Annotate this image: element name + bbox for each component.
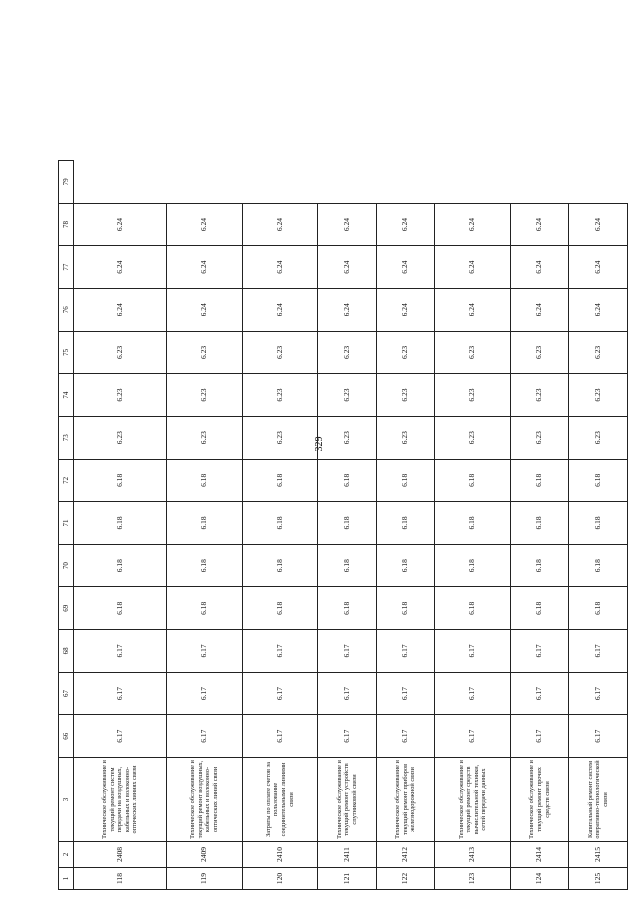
value-cell: 6.18 xyxy=(435,459,511,502)
value-cell: 6.23 xyxy=(510,331,568,374)
value-cell: 6.18 xyxy=(166,459,242,502)
value-cell: 6.17 xyxy=(510,715,568,758)
value-cell: 6.23 xyxy=(376,331,434,374)
value-cell: 6.18 xyxy=(435,544,511,587)
value-cell: 6.24 xyxy=(510,203,568,246)
value-cell: 6.24 xyxy=(318,288,376,331)
column-header: 74 xyxy=(59,374,74,417)
value-cell: 6.23 xyxy=(318,331,376,374)
column-header: 69 xyxy=(59,587,74,630)
value-cell: 6.18 xyxy=(318,587,376,630)
column-header: 66 xyxy=(59,715,74,758)
value-cell: 6.23 xyxy=(569,416,628,459)
column-header: 68 xyxy=(59,630,74,673)
row-number-cell: 119 xyxy=(166,868,242,890)
row-number-cell: 124 xyxy=(510,868,568,890)
code-cell: 2415 xyxy=(569,842,628,868)
description-cell: Техническое обслуживание и текущий ремонт систем передачи на воздушных, кабельных и волоконно-оптических линиях связи xyxy=(74,758,167,842)
value-cell: 6.17 xyxy=(74,630,167,673)
value-cell: 6.17 xyxy=(569,672,628,715)
value-cell: 6.17 xyxy=(510,672,568,715)
value-cell: 6.17 xyxy=(435,630,511,673)
code-cell: 2409 xyxy=(166,842,242,868)
value-cell: 6.17 xyxy=(318,630,376,673)
value-cell: 6.18 xyxy=(166,544,242,587)
value-cell: 6.23 xyxy=(376,374,434,417)
value-cell: 6.24 xyxy=(376,288,434,331)
column-header: 1 xyxy=(59,868,74,890)
value-cell: 6.23 xyxy=(74,416,167,459)
table-row xyxy=(166,161,242,890)
column-header: 76 xyxy=(59,288,74,331)
value-cell: 6.24 xyxy=(318,246,376,289)
row-number-cell: 123 xyxy=(435,868,511,890)
column-header: 67 xyxy=(59,672,74,715)
value-cell: 6.18 xyxy=(376,544,434,587)
code-cell: 2410 xyxy=(242,842,318,868)
value-cell: 6.23 xyxy=(569,331,628,374)
value-cell: 6.24 xyxy=(166,203,242,246)
value-cell: 6.17 xyxy=(242,715,318,758)
value-cell: 6.18 xyxy=(242,502,318,545)
description-cell: Капитальный ремонт систем оперативно-технологической связи xyxy=(569,758,628,842)
table-row xyxy=(318,161,376,890)
value-cell: 6.24 xyxy=(166,288,242,331)
value-cell: 6.18 xyxy=(74,459,167,502)
code-cell: 2414 xyxy=(510,842,568,868)
column-header: 71 xyxy=(59,502,74,545)
value-cell: 6.23 xyxy=(569,374,628,417)
value-cell: 6.17 xyxy=(569,630,628,673)
value-cell: 6.23 xyxy=(510,374,568,417)
value-cell: 6.18 xyxy=(376,459,434,502)
row-number-cell: 118 xyxy=(74,868,167,890)
value-cell: 6.23 xyxy=(166,331,242,374)
value-cell: 6.23 xyxy=(435,374,511,417)
value-cell: 6.17 xyxy=(435,715,511,758)
row-number-cell: 121 xyxy=(318,868,376,890)
value-cell: 6.18 xyxy=(569,502,628,545)
value-cell: 6.17 xyxy=(569,715,628,758)
value-cell: 6.18 xyxy=(242,459,318,502)
value-cell: 6.24 xyxy=(569,246,628,289)
table-row xyxy=(435,161,511,890)
code-cell: 2408 xyxy=(74,842,167,868)
value-cell: 6.23 xyxy=(318,416,376,459)
column-header: 72 xyxy=(59,459,74,502)
value-cell: 6.18 xyxy=(318,544,376,587)
value-cell: 6.23 xyxy=(242,331,318,374)
column-header: 75 xyxy=(59,331,74,374)
description-cell: Техническое обслуживание и текущий ремонт воздушных, кабельных и волоконно-оптических линий связи xyxy=(166,758,242,842)
value-cell: 6.18 xyxy=(569,587,628,630)
value-cell: 6.24 xyxy=(242,288,318,331)
value-cell: 6.24 xyxy=(74,203,167,246)
value-cell: 6.18 xyxy=(376,502,434,545)
value-cell: 6.24 xyxy=(510,246,568,289)
description-cell: Техническое обслуживание и текущий ремонт средств вычислительной техники, сетей передачи данных xyxy=(435,758,511,842)
value-cell: 6.24 xyxy=(435,246,511,289)
page-number: 329 xyxy=(314,436,325,452)
value-cell: 6.23 xyxy=(376,416,434,459)
table-region xyxy=(58,160,628,890)
value-cell: 6.18 xyxy=(569,544,628,587)
value-cell: 6.24 xyxy=(74,288,167,331)
value-cell: 6.23 xyxy=(166,374,242,417)
value-cell: 6.24 xyxy=(435,288,511,331)
description-cell: Техническое обслуживание и текущий ремонт прочих средств связи xyxy=(510,758,568,842)
value-cell: 6.23 xyxy=(242,374,318,417)
value-cell: 6.17 xyxy=(318,672,376,715)
data-table xyxy=(58,160,628,890)
value-cell: 6.23 xyxy=(166,416,242,459)
value-cell: 6.17 xyxy=(74,672,167,715)
value-cell: 6.23 xyxy=(242,416,318,459)
row-number-cell: 125 xyxy=(569,868,628,890)
value-cell: 6.23 xyxy=(435,416,511,459)
value-cell: 6.17 xyxy=(74,715,167,758)
value-cell: 6.18 xyxy=(435,587,511,630)
table-header-row xyxy=(59,161,74,890)
value-cell: 6.17 xyxy=(242,672,318,715)
code-cell: 2412 xyxy=(376,842,434,868)
value-cell: 6.24 xyxy=(376,246,434,289)
value-cell: 6.23 xyxy=(74,331,167,374)
value-cell: 6.24 xyxy=(569,288,628,331)
value-cell: 6.17 xyxy=(510,630,568,673)
value-cell: 6.23 xyxy=(510,416,568,459)
value-cell: 6.17 xyxy=(318,715,376,758)
value-cell: 6.24 xyxy=(435,203,511,246)
value-cell: 6.17 xyxy=(376,715,434,758)
rotated-table-container xyxy=(58,160,628,890)
value-cell: 6.18 xyxy=(242,587,318,630)
column-header: 77 xyxy=(59,246,74,289)
row-number-cell: 120 xyxy=(242,868,318,890)
value-cell: 6.18 xyxy=(318,459,376,502)
column-header: 78 xyxy=(59,203,74,246)
column-header: 3 xyxy=(59,758,74,842)
value-cell: 6.17 xyxy=(166,630,242,673)
value-cell: 6.18 xyxy=(510,587,568,630)
value-cell: 6.24 xyxy=(569,203,628,246)
table-body xyxy=(74,161,628,890)
column-header: 2 xyxy=(59,842,74,868)
value-cell: 6.18 xyxy=(74,502,167,545)
value-cell: 6.18 xyxy=(510,459,568,502)
value-cell: 6.17 xyxy=(166,672,242,715)
description-cell: Техническое обслуживание и текущий ремонт устройств спутниковой связи xyxy=(318,758,376,842)
table-row xyxy=(242,161,318,890)
table-row xyxy=(376,161,434,890)
value-cell: 6.17 xyxy=(242,630,318,673)
value-cell: 6.24 xyxy=(74,246,167,289)
row-number-cell: 122 xyxy=(376,868,434,890)
value-cell: 6.18 xyxy=(74,544,167,587)
table-row xyxy=(569,161,628,890)
value-cell: 6.18 xyxy=(318,502,376,545)
value-cell: 6.23 xyxy=(74,374,167,417)
table-row xyxy=(510,161,568,890)
value-cell: 6.17 xyxy=(166,715,242,758)
description-cell: Техническое обслуживание и текущий ремонт приборов железнодорожной связи xyxy=(376,758,434,842)
value-cell: 6.18 xyxy=(435,502,511,545)
value-cell: 6.24 xyxy=(318,203,376,246)
value-cell: 6.24 xyxy=(242,246,318,289)
value-cell: 6.18 xyxy=(376,587,434,630)
table-row xyxy=(74,161,167,890)
value-cell: 6.18 xyxy=(510,502,568,545)
column-header: 73 xyxy=(59,416,74,459)
code-cell: 2411 xyxy=(318,842,376,868)
value-cell: 6.24 xyxy=(376,203,434,246)
description-cell: Затраты по оплате счетов за пользование соединительными линиями связи xyxy=(242,758,318,842)
value-cell: 6.18 xyxy=(166,502,242,545)
column-header: 79 xyxy=(59,161,74,204)
value-cell: 6.17 xyxy=(376,672,434,715)
code-cell: 2413 xyxy=(435,842,511,868)
value-cell: 6.18 xyxy=(166,587,242,630)
value-cell: 6.24 xyxy=(242,203,318,246)
value-cell: 6.17 xyxy=(435,672,511,715)
value-cell: 6.18 xyxy=(242,544,318,587)
value-cell: 6.18 xyxy=(510,544,568,587)
value-cell: 6.24 xyxy=(510,288,568,331)
value-cell: 6.18 xyxy=(569,459,628,502)
value-cell: 6.18 xyxy=(74,587,167,630)
value-cell: 6.23 xyxy=(435,331,511,374)
value-cell: 6.23 xyxy=(318,374,376,417)
column-header: 70 xyxy=(59,544,74,587)
value-cell: 6.24 xyxy=(166,246,242,289)
value-cell: 6.17 xyxy=(376,630,434,673)
